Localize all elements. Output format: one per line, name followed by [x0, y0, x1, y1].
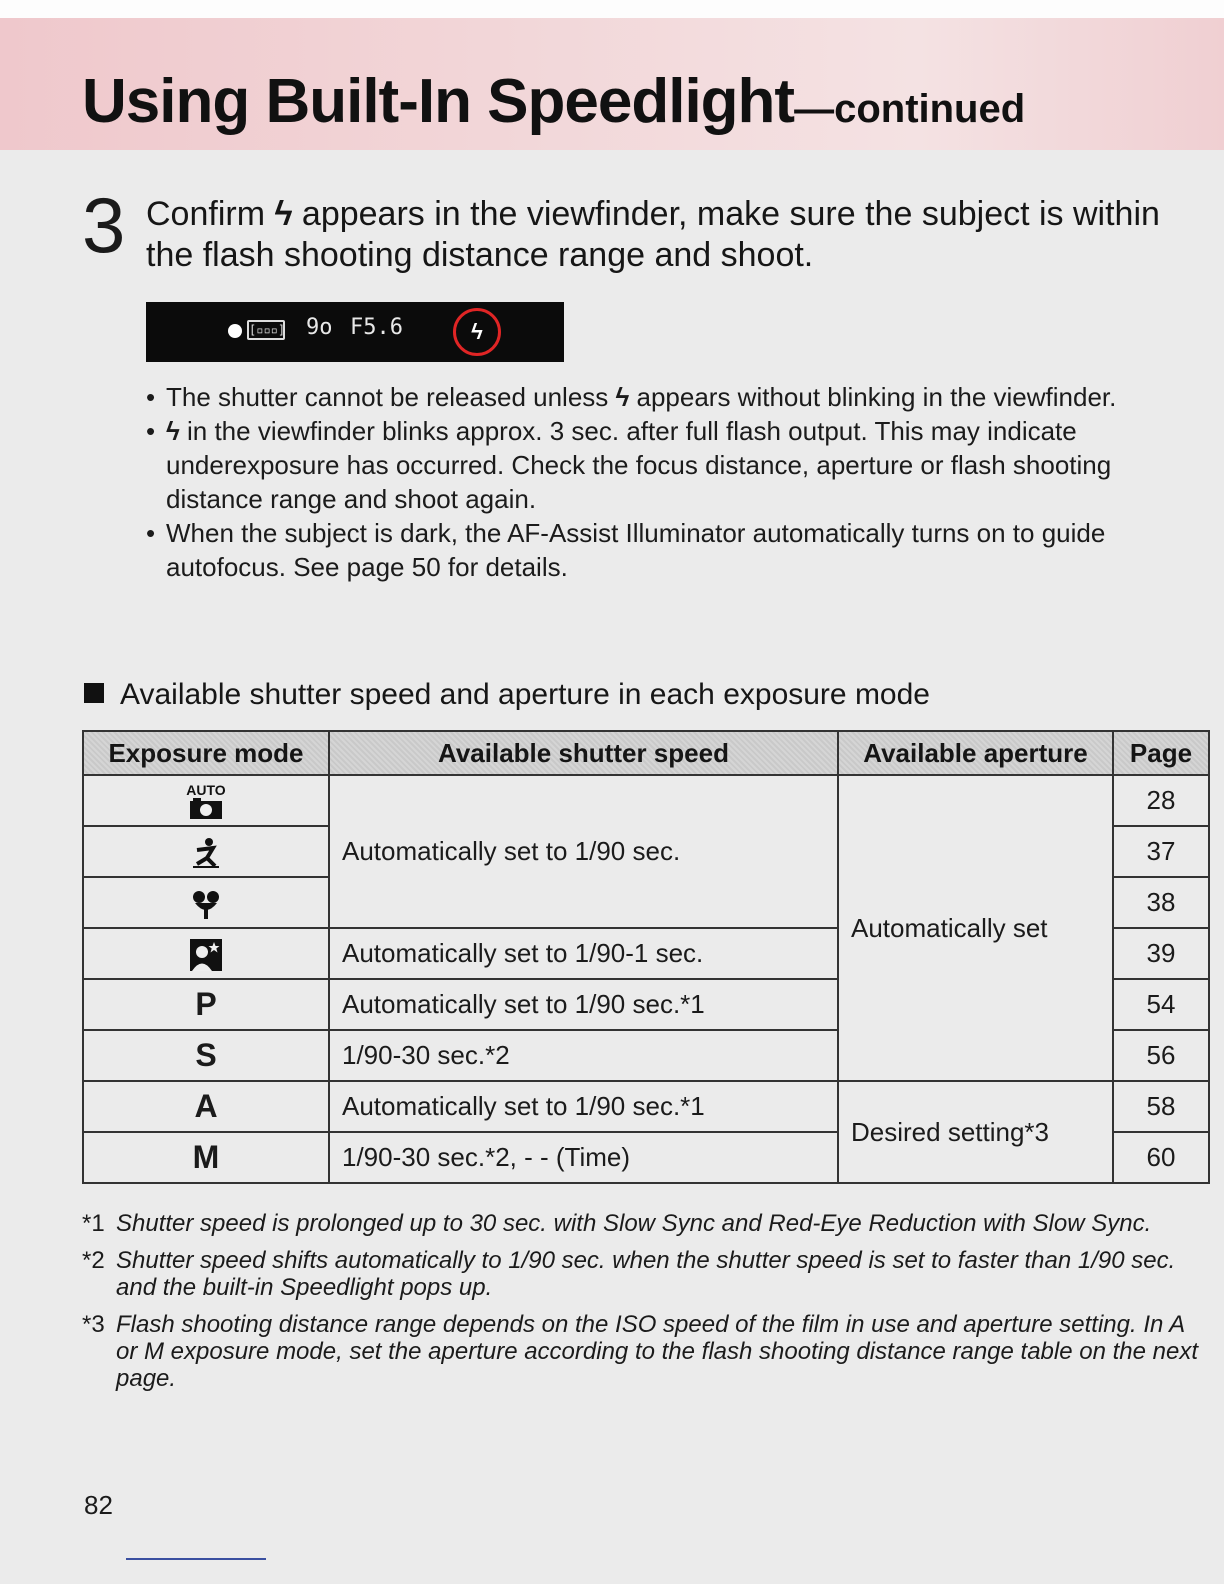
list-item	[146, 380, 1210, 414]
page-number: 82	[84, 1490, 113, 1520]
step-number: 3	[82, 181, 126, 269]
page-top-margin	[0, 0, 1224, 18]
footnote-mark: *3	[82, 1311, 105, 1338]
auto-mode-icon	[184, 781, 228, 821]
footnote-text: Flash shooting distance range depends on the ISO speed of the film in use and aperture setting. In A or M exposure mode, set the aperture according to the flash shooting distance range table on the next page.	[116, 1311, 1199, 1392]
footnote-mark: *2	[82, 1247, 105, 1274]
sports-mode-icon	[189, 836, 223, 870]
flower-closeup-icon	[189, 887, 223, 921]
mode-m-cell: M	[83, 1132, 329, 1183]
viewfinder-shutter-speed: 9o	[306, 315, 333, 340]
column-header-aperture: Available aperture	[838, 731, 1113, 775]
step-instruction	[146, 194, 1216, 276]
page-cell: 37	[1113, 826, 1209, 877]
flash-ready-highlight	[453, 308, 501, 356]
column-header-page: Page	[1113, 731, 1209, 775]
page-cell: 56	[1113, 1030, 1209, 1081]
step-text-after: appears in the viewfinder, make sure the subject is within the flash shooting distance range and shoot.	[146, 195, 1160, 274]
footnote-1	[82, 1210, 1202, 1237]
section-heading-text: Available shutter speed and aperture in each exposure mode	[120, 678, 930, 711]
step-text-before: Confirm	[146, 195, 275, 233]
bullet-text: The shutter cannot be released unless	[166, 382, 616, 412]
flash-icon: ϟ	[274, 195, 293, 233]
viewfinder-aperture: F5.6	[350, 315, 403, 340]
page-title	[82, 66, 1025, 137]
aperture-cell-desired: Desired setting*3	[838, 1081, 1113, 1183]
table-row	[83, 775, 1209, 826]
bullet-text: When the subject is dark, the AF-Assist Illuminator automatically turns on to guide autofocus. See page 50 for details.	[166, 518, 1106, 582]
notes-list	[146, 380, 1210, 584]
footnote-2	[82, 1247, 1202, 1301]
shutter-cell-auto: Automatically set to 1/90 sec.	[329, 775, 838, 928]
table-row	[83, 1081, 1209, 1132]
list-item	[146, 516, 1210, 584]
mode-auto-cell	[83, 775, 329, 826]
mode-closeup-cell	[83, 877, 329, 928]
focus-brackets-icon: [▫▫▫]	[247, 320, 285, 340]
square-bullet-icon	[84, 683, 104, 703]
flash-icon: ϟ	[615, 382, 630, 412]
viewfinder-display	[146, 302, 564, 362]
column-header-shutter: Available shutter speed	[329, 731, 838, 775]
shutter-cell-p: Automatically set to 1/90 sec.*1	[329, 979, 838, 1030]
exposure-mode-table	[82, 730, 1210, 1184]
flash-ready-icon: ϟ	[471, 319, 483, 344]
shutter-cell-night: Automatically set to 1/90-1 sec.	[329, 928, 838, 979]
mode-sports-cell	[83, 826, 329, 877]
bullet-text: in the viewfinder blinks approx. 3 sec. after full flash output. This may indicate underexposure has occurred. Check the focus distance, aperture or flash shooting distance range and shoot again.	[166, 416, 1112, 514]
auto-mode-label: AUTO	[186, 781, 226, 798]
footnotes	[82, 1210, 1202, 1402]
page-title-main: Using Built-In Speedlight	[82, 67, 795, 136]
shutter-cell-s: 1/90-30 sec.*2	[329, 1030, 838, 1081]
shutter-cell-m: 1/90-30 sec.*2, - - (Time)	[329, 1132, 838, 1183]
column-header-mode: Exposure mode	[83, 731, 329, 775]
aperture-cell-auto: Automatically set	[838, 775, 1113, 1081]
footnote-3	[82, 1311, 1202, 1392]
mode-a-cell: A	[83, 1081, 329, 1132]
page-cell: 39	[1113, 928, 1209, 979]
footnote-text: Shutter speed is prolonged up to 30 sec. with Slow Sync and Red-Eye Reduction with Slow Sync.	[116, 1210, 1152, 1237]
table-header-row	[83, 731, 1209, 775]
mode-s-cell: S	[83, 1030, 329, 1081]
footnote-text: Shutter speed shifts automatically to 1/90 sec. when the shutter speed is set to faster than 1/90 sec. and the built-in Speedlight pops up.	[116, 1247, 1176, 1301]
page-cell: 28	[1113, 775, 1209, 826]
flash-icon: ϟ	[166, 416, 180, 446]
mode-p-cell: P	[83, 979, 329, 1030]
page-title-suffix: —continued	[794, 87, 1026, 131]
shutter-cell-a: Automatically set to 1/90 sec.*1	[329, 1081, 838, 1132]
page-cell: 54	[1113, 979, 1209, 1030]
bullet-text: appears without blinking in the viewfinder.	[629, 382, 1117, 412]
footnote-mark: *1	[82, 1210, 105, 1237]
focus-indicator-dot	[228, 324, 242, 338]
list-item	[146, 414, 1210, 516]
section-heading	[84, 678, 930, 712]
mode-night-portrait-cell	[83, 928, 329, 979]
night-portrait-icon	[189, 938, 223, 972]
page-cell: 38	[1113, 877, 1209, 928]
bottom-rule	[126, 1558, 266, 1560]
page-cell: 60	[1113, 1132, 1209, 1183]
page-cell: 58	[1113, 1081, 1209, 1132]
